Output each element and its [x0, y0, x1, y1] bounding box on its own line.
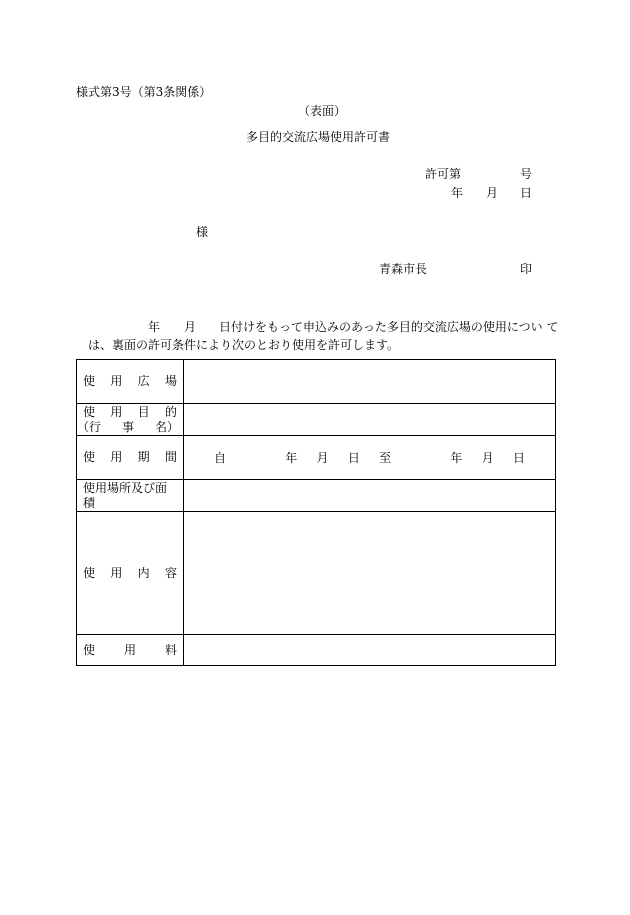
label-location [77, 480, 184, 512]
label-purpose [77, 404, 184, 436]
permit-date-month: 月 [486, 186, 499, 200]
row-location [77, 480, 556, 512]
label-location-text: 使用場所及び面積 [83, 480, 168, 510]
label-char: 用 [110, 450, 123, 464]
label-char: 使 [83, 450, 96, 464]
row-period [77, 436, 556, 480]
value-purpose[interactable] [184, 404, 556, 436]
label-char: （行 [77, 419, 102, 434]
period-day: 日 [347, 451, 360, 465]
label-char: 名） [154, 419, 179, 434]
issuer-seal: 印 [520, 262, 533, 276]
period-to: 至 [379, 451, 392, 465]
form-number: 様式第3号（第3条関係） [76, 85, 212, 99]
label-fee [77, 635, 184, 666]
period-year2: 年 [450, 451, 463, 465]
period-month: 月 [316, 451, 329, 465]
label-content [77, 512, 184, 635]
label-char: 用 [110, 404, 123, 419]
label-char: 間 [164, 450, 177, 464]
period-year: 年 [285, 451, 298, 465]
label-char: 料 [164, 642, 177, 657]
label-char: 容 [164, 565, 177, 580]
label-char: 用 [123, 642, 136, 657]
permit-number-suffix: 号 [520, 167, 533, 181]
body-line1-text: 日付けをもって申込みのあった多目的交流広場の使用につい て [219, 320, 559, 334]
value-location[interactable] [184, 480, 556, 512]
label-char: 用 [110, 374, 123, 388]
body-year: 年 [148, 320, 161, 334]
value-venue[interactable] [184, 360, 556, 404]
label-char: 使 [83, 565, 96, 580]
label-char: 期 [137, 450, 150, 464]
label-period [77, 436, 184, 480]
label-char: 的 [164, 404, 177, 419]
label-char: 場 [164, 374, 177, 388]
body-line2-text: は、裏面の許可条件により次のとおり使用を許可します。 [88, 338, 400, 352]
addressee-honorific: 様 [196, 225, 209, 239]
label-char: 広 [137, 374, 150, 388]
label-char: 内 [137, 565, 150, 580]
row-fee [77, 635, 556, 666]
value-period[interactable] [184, 436, 556, 480]
permit-date-day: 日 [520, 186, 533, 200]
label-char: 使 [83, 374, 96, 388]
period-from: 自 [214, 451, 227, 465]
label-venue [77, 360, 184, 404]
value-fee[interactable] [184, 635, 556, 666]
label-char: 目 [137, 404, 150, 419]
permit-date-year: 年 [451, 186, 464, 200]
row-purpose [77, 404, 556, 436]
side-label: （表面） [298, 104, 347, 118]
body-month: 月 [184, 320, 197, 334]
period-month2: 月 [481, 451, 494, 465]
label-char: 事 [121, 419, 134, 434]
label-char: 使 [83, 642, 96, 657]
document-title: 多目的交流広場使用許可書 [246, 130, 391, 144]
label-char: 用 [110, 565, 123, 580]
value-content[interactable] [184, 512, 556, 635]
label-char: 使 [83, 404, 96, 419]
row-venue [77, 360, 556, 404]
permit-table [76, 359, 556, 666]
row-content [77, 512, 556, 635]
issuer-title: 青森市長 [379, 262, 428, 276]
permit-number-label: 許可第 [425, 167, 462, 181]
period-day2: 日 [512, 451, 525, 465]
